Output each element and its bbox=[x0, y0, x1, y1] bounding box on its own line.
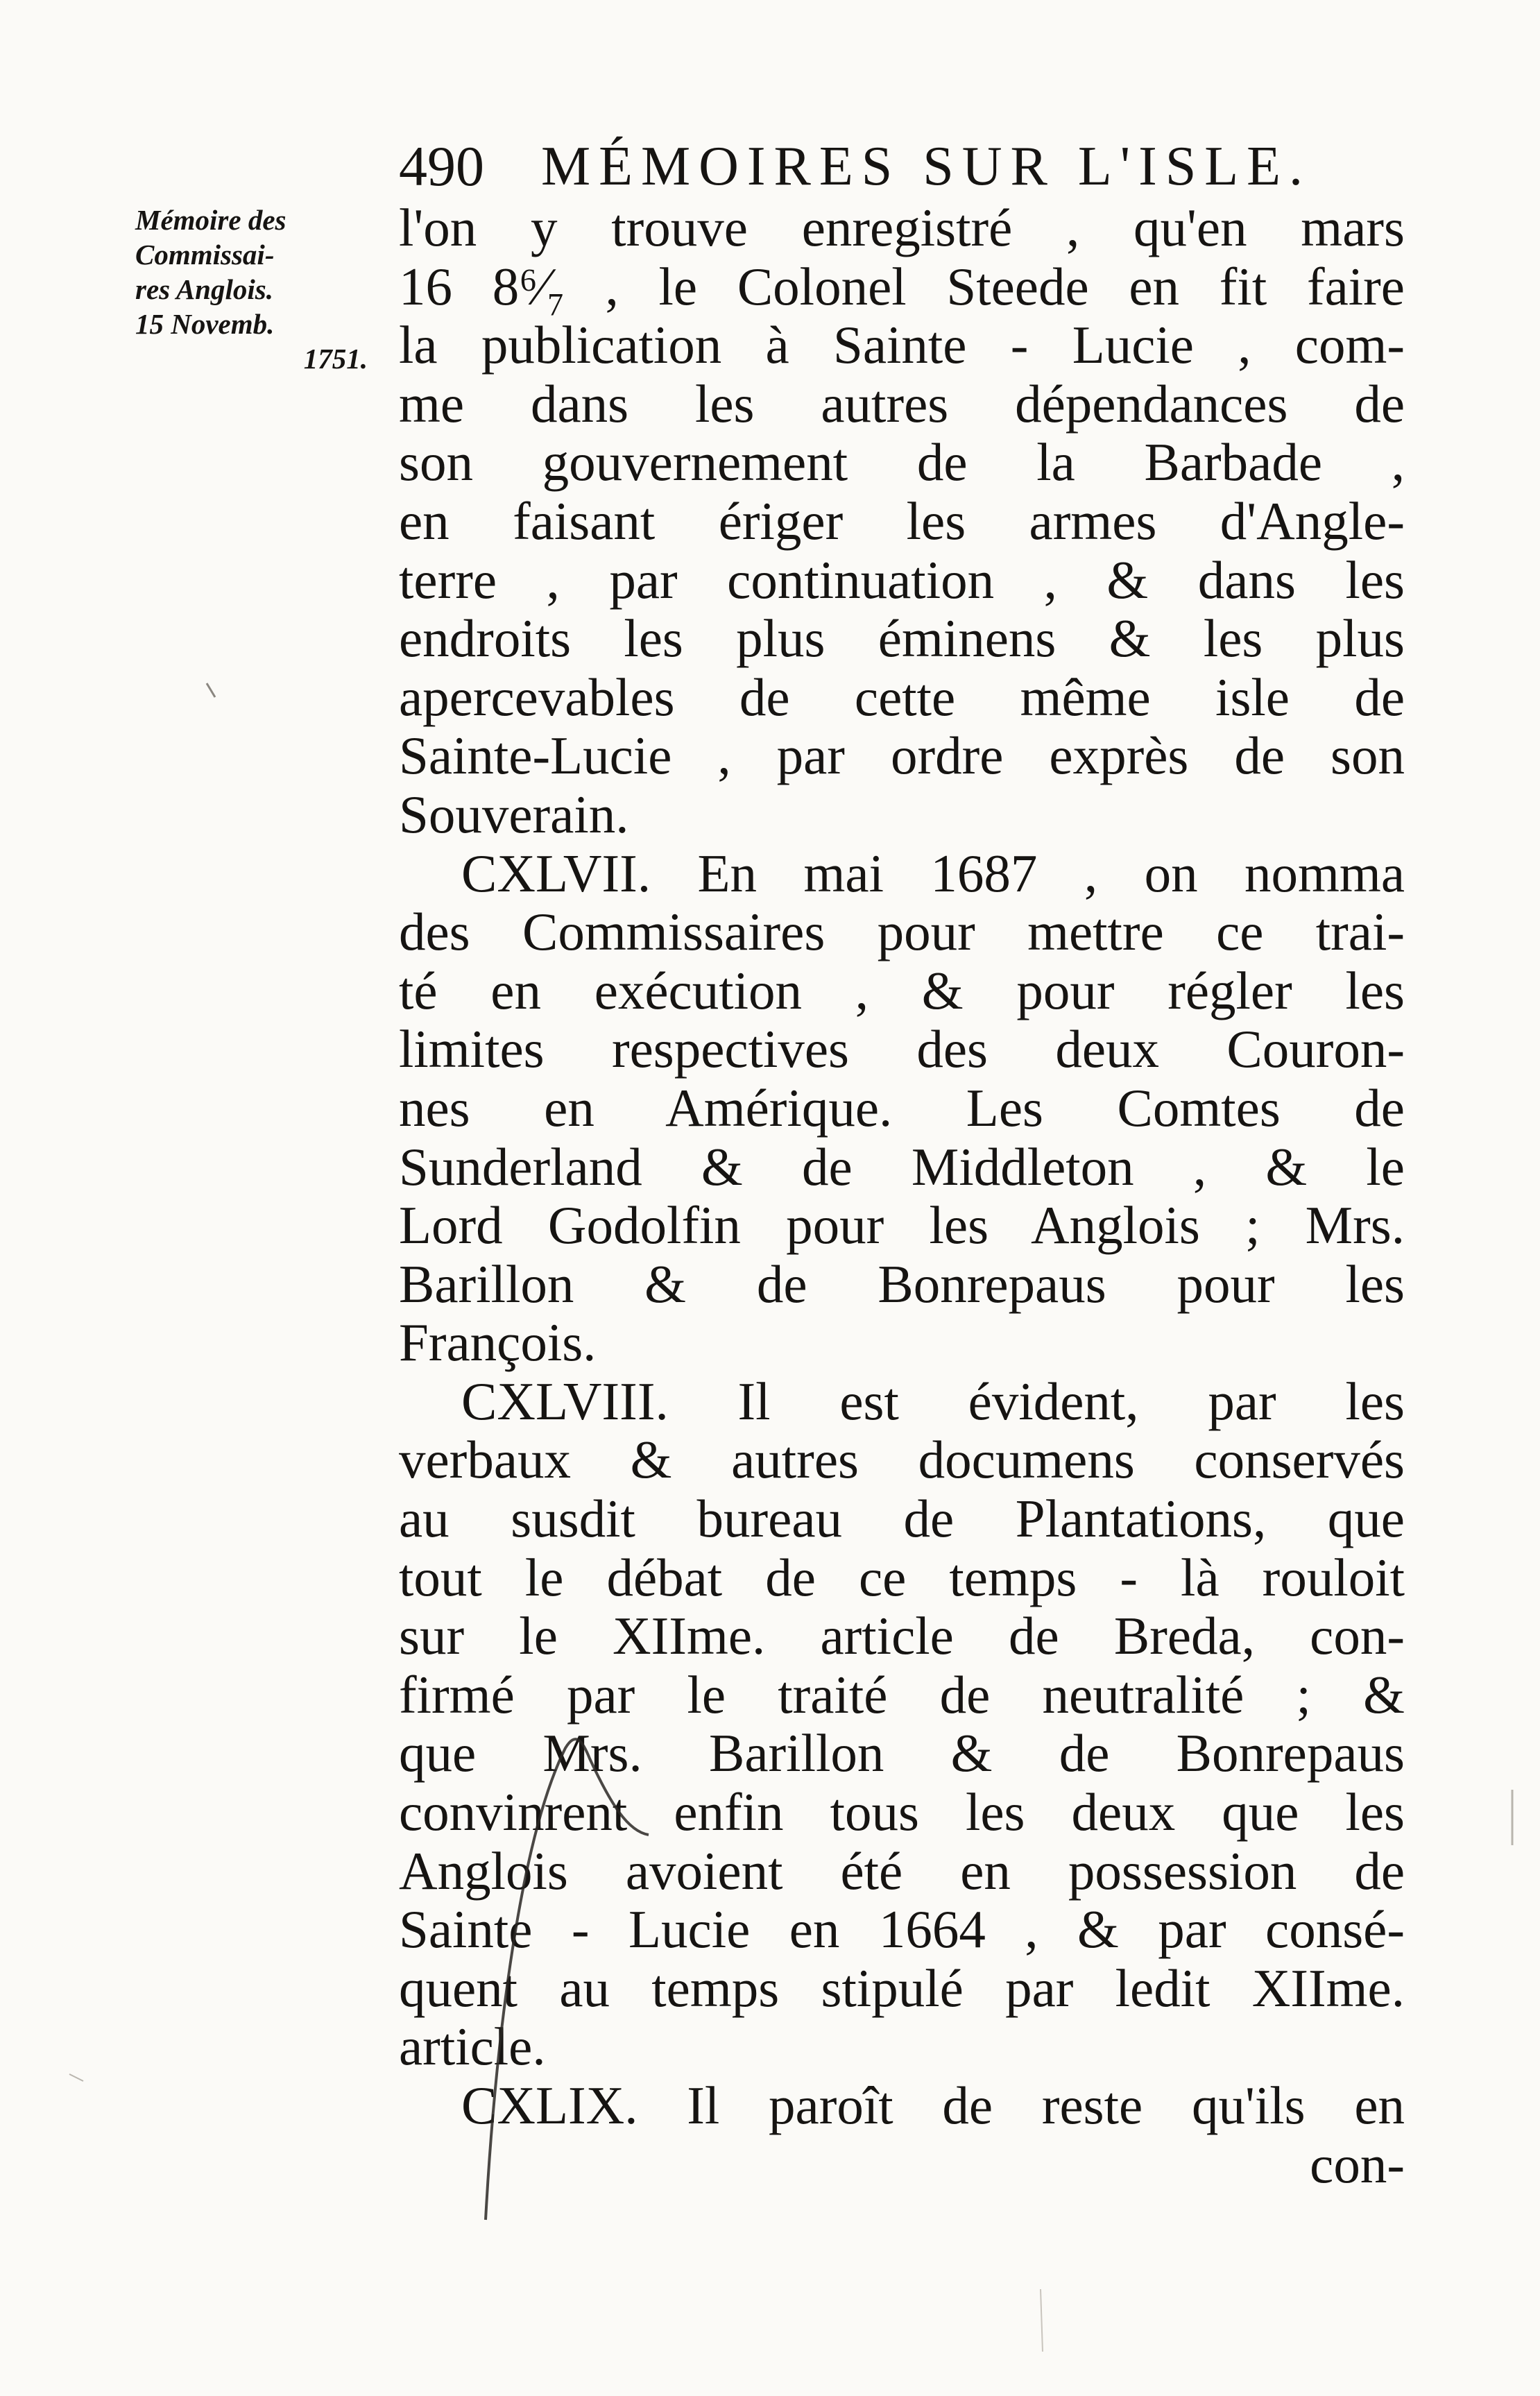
margin-note bbox=[135, 203, 392, 376]
text-line: té en exécution , & pour régler les bbox=[399, 960, 1405, 1020]
pencil-stray-mark bbox=[69, 2074, 83, 2081]
running-head: MÉMOIRES SUR L'ISLE. bbox=[541, 136, 1312, 197]
page-number: 490 bbox=[399, 135, 484, 198]
text-line: Sainte - Lucie en 1664 , & par consé- bbox=[399, 1899, 1405, 1960]
text-line: verbaux & autres documens conservés bbox=[399, 1430, 1405, 1490]
margin-note-line: Mémoire des bbox=[135, 204, 286, 236]
text-line: terre , par continuation , & dans les bbox=[399, 549, 1405, 610]
text-line: quent au temps stipulé par ledit XIIme. bbox=[399, 1958, 1405, 2018]
paragraph-start-line: CXLVII. En mai 1687 , on nomma bbox=[461, 843, 1405, 903]
text-line: Anglois avoient été en possession de bbox=[399, 1840, 1405, 1901]
body-text bbox=[399, 198, 1405, 2193]
text-line: au susdit bureau de Plantations, que bbox=[399, 1489, 1405, 1549]
text-line: François. bbox=[399, 1312, 597, 1373]
text-line: Sunderland & de Middleton , & le bbox=[399, 1136, 1405, 1197]
pencil-stray-mark bbox=[1041, 2289, 1043, 2352]
text-line: la publication à Sainte - Lucie , com- bbox=[399, 315, 1405, 375]
text-line: firmé par le traité de neutralité ; & bbox=[399, 1664, 1405, 1725]
margin-note-line: res Anglois. bbox=[135, 273, 273, 305]
page-header bbox=[399, 132, 1398, 208]
text-line: que Mrs. Barillon & de Bonrepaus bbox=[399, 1723, 1405, 1783]
text-line: Sainte-Lucie , par ordre exprès de son bbox=[399, 726, 1405, 786]
margin-note-line: 15 Novemb. bbox=[135, 308, 275, 340]
text-line: apercevables de cette même isle de bbox=[399, 667, 1405, 727]
text-line: des Commissaires pour mettre ce trai- bbox=[399, 902, 1405, 962]
catchword-line: con- bbox=[1310, 2134, 1405, 2194]
text-line: son gouvernement de la Barbade , bbox=[399, 432, 1405, 493]
text-line: 16 8⁶⁄₇ , le Colonel Steede en fit faire bbox=[399, 256, 1405, 316]
paragraph-start-line: CXLIX. Il paroît de reste qu'ils en bbox=[461, 2076, 1405, 2135]
text-line: article. bbox=[399, 2017, 546, 2077]
margin-note-line: Commissai- bbox=[135, 239, 275, 271]
text-line: Lord Godolfin pour les Anglois ; Mrs. bbox=[399, 1195, 1405, 1256]
text-line: sur le XIIme. article de Breda, con- bbox=[399, 1606, 1405, 1666]
text-line: Barillon & de Bonrepaus pour les bbox=[399, 1253, 1405, 1314]
text-line: endroits les plus éminens & les plus bbox=[399, 608, 1405, 669]
paragraph-start-line: CXLVIII. Il est évident, par les bbox=[461, 1371, 1405, 1431]
text-line: l'on y trouve enregistré , qu'en mars bbox=[399, 198, 1405, 257]
text-line: me dans les autres dépendances de bbox=[399, 373, 1405, 434]
pencil-stray-mark bbox=[207, 683, 215, 697]
text-line: en faisant ériger les armes d'Angle- bbox=[399, 490, 1405, 551]
text-line: nes en Amérique. Les Comtes de bbox=[399, 1077, 1405, 1138]
text-line: tout le débat de ce temps - là rouloit bbox=[399, 1547, 1405, 1607]
text-line: limites respectives des deux Couron- bbox=[399, 1019, 1405, 1079]
text-line: convinrent enfin tous les deux que les bbox=[399, 1782, 1405, 1842]
margin-note-line: 1751. bbox=[303, 343, 368, 375]
text-line: Souverain. bbox=[399, 784, 629, 844]
